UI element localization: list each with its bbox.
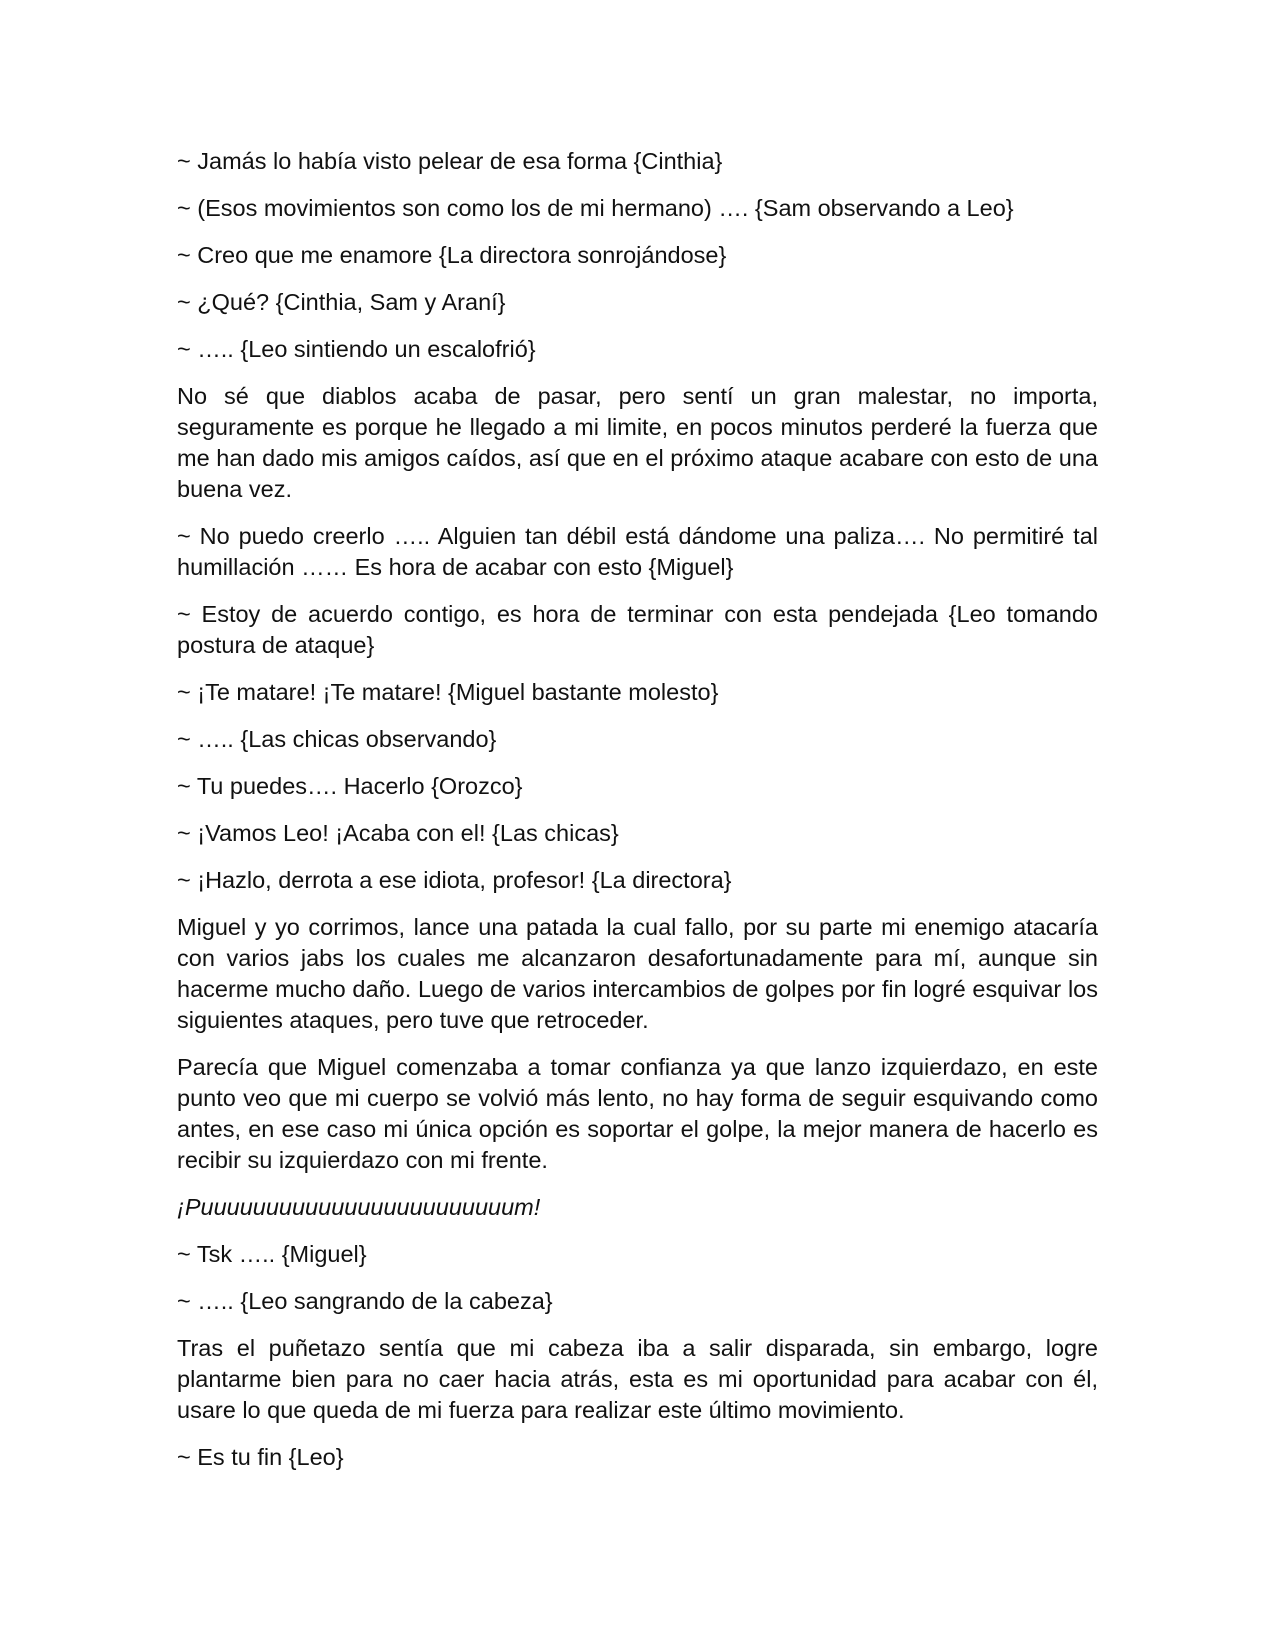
dialogue-line: ~ Estoy de acuerdo contigo, es hora de terminar con esta pendejada {Leo tomando postura de ataque} <box>177 601 1098 658</box>
dialogue-line: ~ ¡Te matare! ¡Te matare! {Miguel bastante molesto} <box>177 679 719 705</box>
dialogue-line: ~ ….. {Las chicas observando} <box>177 726 497 752</box>
dialogue-line: ~ Tu puedes…. Hacerlo {Orozco} <box>177 773 523 799</box>
dialogue-line: ~ Es tu fin {Leo} <box>177 1444 344 1470</box>
document-page <box>177 146 1098 1489</box>
sound-effect-line: ¡Puuuuuuuuuuuuuuuuuuuuuuuum! <box>177 1194 541 1220</box>
dialogue-line: ~ ¡Vamos Leo! ¡Acaba con el! {Las chicas} <box>177 820 619 846</box>
narration-paragraph: Parecía que Miguel comenzaba a tomar confianza ya que lanzo izquierdazo, en este punto veo que mi cuerpo se volvió más lento, no hay forma de seguir esquivando como antes, en ese caso mi única opción es soportar el golpe, la mejor manera de hacerlo es recibir su izquierdazo con mi frente. <box>177 1054 1098 1173</box>
dialogue-line: ~ Jamás lo había visto pelear de esa forma {Cinthia} <box>177 148 723 174</box>
narration-paragraph: No sé que diablos acaba de pasar, pero sentí un gran malestar, no importa, seguramente es porque he llegado a mi limite, en pocos minutos perderé la fuerza que me han dado mis amigos caídos, así que en el próximo ataque acabare con esto de una buena vez. <box>177 383 1098 502</box>
dialogue-line: ~ Creo que me enamore {La directora sonrojándose} <box>177 242 727 268</box>
narration-paragraph: Miguel y yo corrimos, lance una patada la cual fallo, por su parte mi enemigo atacaría con varios jabs los cuales me alcanzaron desafortunadamente para mí, aunque sin hacerme mucho daño. Luego de varios intercambios de golpes por fin logré esquivar los siguientes ataques, pero tuve que retroceder. <box>177 914 1098 1033</box>
narration-paragraph: Tras el puñetazo sentía que mi cabeza iba a salir disparada, sin embargo, logre plantarme bien para no caer hacia atrás, esta es mi oportunidad para acabar con él, usare lo que queda de mi fuerza para realizar este último movimiento. <box>177 1335 1098 1423</box>
dialogue-line: ~ No puedo creerlo ….. Alguien tan débil está dándome una paliza…. No permitiré tal humillación …… Es hora de acabar con esto {Miguel} <box>177 523 1098 580</box>
dialogue-line: ~ (Esos movimientos son como los de mi hermano) …. {Sam observando a Leo} <box>177 195 1014 221</box>
dialogue-line: ~ Tsk ….. {Miguel} <box>177 1241 367 1267</box>
dialogue-line: ~ ¡Hazlo, derrota a ese idiota, profesor! {La directora} <box>177 867 732 893</box>
dialogue-line: ~ ….. {Leo sintiendo un escalofrió} <box>177 336 536 362</box>
dialogue-line: ~ ¿Qué? {Cinthia, Sam y Araní} <box>177 289 506 315</box>
dialogue-line: ~ ….. {Leo sangrando de la cabeza} <box>177 1288 553 1314</box>
